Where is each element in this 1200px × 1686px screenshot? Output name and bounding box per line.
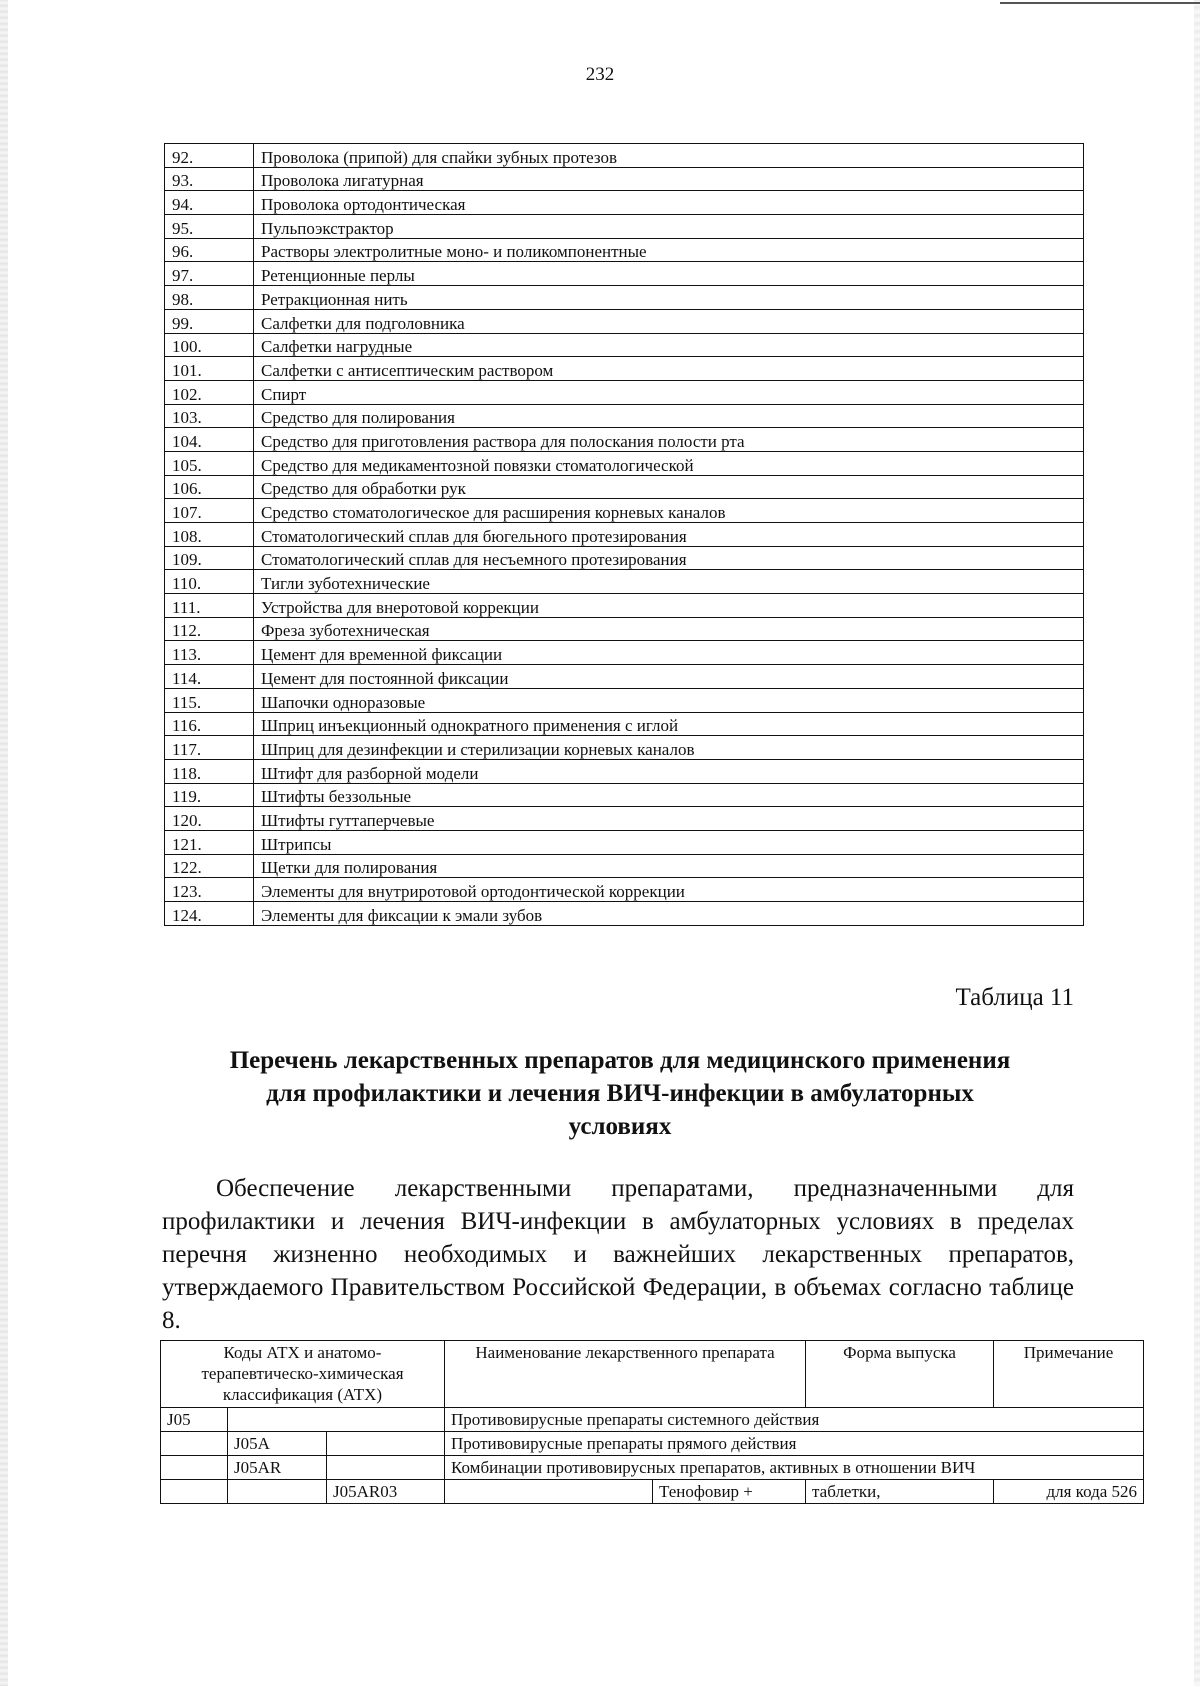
row-item-name: Средство для медикаментозной повязки стоматологической [254, 451, 1084, 475]
table-row [165, 783, 1084, 807]
row-number: 95. [165, 215, 254, 239]
row-number: 99. [165, 309, 254, 333]
section-title-line-3: условиях [568, 1113, 672, 1140]
drug-note: для кода 526 [994, 1480, 1144, 1504]
row-item-name: Спирт [254, 380, 1084, 404]
table-row [161, 1456, 1144, 1480]
row-number: 100. [165, 333, 254, 357]
section-title [160, 1044, 1080, 1143]
table-row [165, 759, 1084, 783]
row-number: 122. [165, 854, 254, 878]
table-row [165, 167, 1084, 191]
table-row [165, 594, 1084, 618]
row-number: 117. [165, 736, 254, 760]
row-number: 112. [165, 617, 254, 641]
row-number: 107. [165, 499, 254, 523]
row-item-name: Штифты беззольные [254, 783, 1084, 807]
row-number: 110. [165, 570, 254, 594]
table-row [165, 688, 1084, 712]
row-number: 116. [165, 712, 254, 736]
row-item-name: Шапочки одноразовые [254, 688, 1084, 712]
row-item-name: Салфетки для подголовника [254, 309, 1084, 333]
page-number: 232 [585, 64, 615, 85]
row-item-name: Устройства для внеротовой коррекции [254, 594, 1084, 618]
row-item-name: Стоматологический сплав для бюгельного протезирования [254, 523, 1084, 547]
row-item-name: Растворы электролитные моно- и поликомпонентные [254, 238, 1084, 262]
row-number: 109. [165, 546, 254, 570]
row-number: 96. [165, 238, 254, 262]
atc-code-j05ar03: J05AR03 [327, 1480, 445, 1504]
empty-cell [161, 1456, 228, 1480]
consumables-table [164, 143, 1084, 926]
row-item-name: Стоматологический сплав для несъемного протезирования [254, 546, 1084, 570]
row-number: 105. [165, 451, 254, 475]
table-row [165, 215, 1084, 239]
row-item-name: Средство для обработки рук [254, 475, 1084, 499]
table-row [165, 144, 1084, 168]
table-row [165, 878, 1084, 902]
table-row [165, 854, 1084, 878]
section-title-line-2: для профилактики и лечения ВИЧ-инфекции в амбулаторных [266, 1080, 974, 1107]
row-number: 123. [165, 878, 254, 902]
atc-desc-j05a: Противовирусные препараты прямого действия [445, 1432, 1144, 1456]
table-row [165, 428, 1084, 452]
row-item-name: Ретракционная нить [254, 286, 1084, 310]
empty-cell [327, 1432, 445, 1456]
scan-right-edge [1194, 0, 1200, 1686]
row-number: 98. [165, 286, 254, 310]
row-item-name: Салфетки нагрудные [254, 333, 1084, 357]
row-item-name: Пульпоэкстрактор [254, 215, 1084, 239]
drug-form: таблетки, [806, 1480, 994, 1504]
atc-code-j05: J05 [161, 1408, 228, 1432]
row-number: 94. [165, 191, 254, 215]
row-item-name: Фреза зуботехническая [254, 617, 1084, 641]
row-item-name: Элементы для фиксации к эмали зубов [254, 902, 1084, 926]
empty-cell [161, 1432, 228, 1456]
table-row [165, 570, 1084, 594]
drug-name-tenofovir: Тенофовир + [653, 1480, 806, 1504]
row-number: 113. [165, 641, 254, 665]
intro-paragraph: Обеспечение лекарственными препаратами, предназначенными для профилактики и лечения ВИЧ-инфекции в амбулаторных условиях в пределах перечня жизненно необходимых и важнейших лекарственных препаратов, утверждаемого Правительством Российской Федерации, в объемах согласно таблице 8. [162, 1175, 1074, 1334]
row-number: 115. [165, 688, 254, 712]
row-number: 102. [165, 380, 254, 404]
table-row [165, 641, 1084, 665]
row-item-name: Средство для полирования [254, 404, 1084, 428]
atc-desc-j05: Противовирусные препараты системного действия [445, 1408, 1144, 1432]
table-row [165, 617, 1084, 641]
row-item-name: Проволока лигатурная [254, 167, 1084, 191]
atc-code-j05a: J05A [228, 1432, 327, 1456]
atc-code-j05ar: J05AR [228, 1456, 327, 1480]
table-row [165, 902, 1084, 926]
header-drug-name: Наименование лекарственного препарата [445, 1341, 806, 1408]
table-row [165, 238, 1084, 262]
row-item-name: Шприц для дезинфекции и стерилизации корневых каналов [254, 736, 1084, 760]
table-row [165, 499, 1084, 523]
table-row [165, 404, 1084, 428]
row-item-name: Средство стоматологическое для расширения корневых каналов [254, 499, 1084, 523]
row-number: 93. [165, 167, 254, 191]
row-item-name: Салфетки с антисептическим раствором [254, 357, 1084, 381]
table-row [165, 712, 1084, 736]
header-atc: Коды АТХ и анатомо-терапевтическо-химическая классификация (АТХ) [161, 1341, 445, 1408]
table-row [165, 309, 1084, 333]
table-row [161, 1480, 1144, 1504]
row-number: 103. [165, 404, 254, 428]
table-row [165, 333, 1084, 357]
table-row [165, 523, 1084, 547]
row-number: 121. [165, 830, 254, 854]
row-item-name: Проволока ортодонтическая [254, 191, 1084, 215]
row-number: 104. [165, 428, 254, 452]
empty-cell [327, 1456, 445, 1480]
row-item-name: Цемент для постоянной фиксации [254, 665, 1084, 689]
row-item-name: Цемент для временной фиксации [254, 641, 1084, 665]
row-item-name: Средство для приготовления раствора для полоскания полости рта [254, 428, 1084, 452]
table-row [165, 380, 1084, 404]
row-item-name: Шприц инъекционный однократного применения с иглой [254, 712, 1084, 736]
row-item-name: Элементы для внутриротовой ортодонтической коррекции [254, 878, 1084, 902]
table-row [165, 286, 1084, 310]
row-item-name: Щетки для полирования [254, 854, 1084, 878]
row-number: 120. [165, 807, 254, 831]
row-number: 92. [165, 144, 254, 168]
row-item-name: Ретенционные перлы [254, 262, 1084, 286]
table-label: Таблица 11 [955, 984, 1074, 1011]
row-number: 118. [165, 759, 254, 783]
scan-left-edge [0, 0, 8, 1686]
table-row [165, 475, 1084, 499]
empty-cell [445, 1480, 653, 1504]
row-item-name: Штифты гуттаперчевые [254, 807, 1084, 831]
table-row [165, 191, 1084, 215]
row-number: 108. [165, 523, 254, 547]
table-row [165, 665, 1084, 689]
atc-desc-j05ar: Комбинации противовирусных препаратов, активных в отношении ВИЧ [445, 1456, 1144, 1480]
empty-cell [161, 1480, 228, 1504]
row-item-name: Штифт для разборной модели [254, 759, 1084, 783]
header-note: Примечание [994, 1341, 1144, 1408]
table-row [165, 807, 1084, 831]
row-number: 114. [165, 665, 254, 689]
row-number: 124. [165, 902, 254, 926]
row-item-name: Проволока (припой) для спайки зубных протезов [254, 144, 1084, 168]
row-item-name: Тигли зуботехнические [254, 570, 1084, 594]
table-row [165, 736, 1084, 760]
drugs-table-header-row [161, 1341, 1144, 1408]
drugs-table [160, 1340, 1144, 1504]
section-title-line-1: Перечень лекарственных препаратов для медицинского применения [229, 1047, 1011, 1074]
empty-cell [228, 1408, 445, 1432]
row-number: 97. [165, 262, 254, 286]
row-number: 101. [165, 357, 254, 381]
table-row [165, 830, 1084, 854]
table-row [165, 357, 1084, 381]
table-row [165, 451, 1084, 475]
row-number: 106. [165, 475, 254, 499]
table-row [165, 546, 1084, 570]
header-form: Форма выпуска [806, 1341, 994, 1408]
row-item-name: Штрипсы [254, 830, 1084, 854]
row-number: 119. [165, 783, 254, 807]
row-number: 111. [165, 594, 254, 618]
top-rule [1000, 2, 1200, 4]
table-row [161, 1432, 1144, 1456]
table-row [165, 262, 1084, 286]
empty-cell [228, 1480, 327, 1504]
table-row [161, 1408, 1144, 1432]
